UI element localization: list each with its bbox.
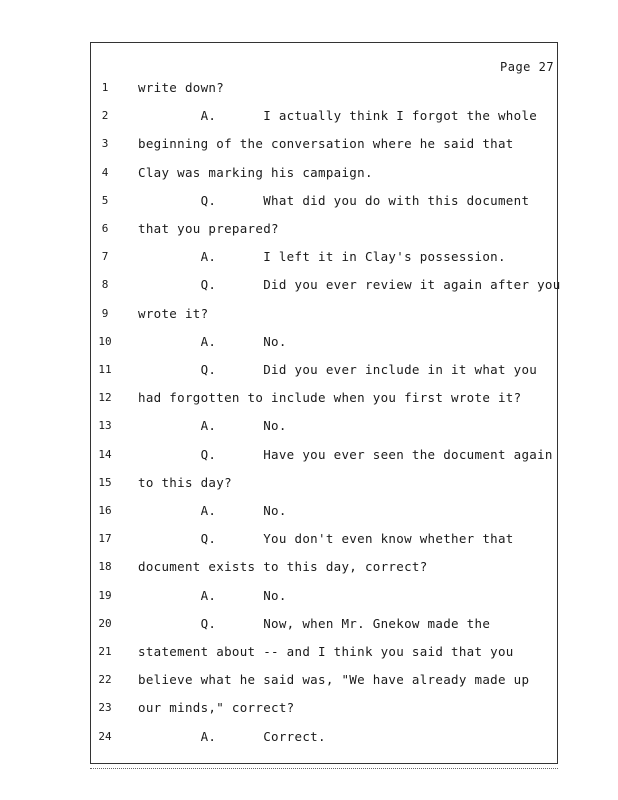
page-number: Page 27 — [500, 60, 555, 74]
transcript-line: A. No. — [138, 418, 287, 434]
transcript-line: write down? — [138, 80, 225, 95]
line-number: 7 — [101, 250, 109, 264]
line-number: 9 — [101, 306, 109, 320]
transcript-line: Q. Did you ever include in it what you — [138, 362, 538, 377]
transcript-line: Q. You don't even know whether that — [138, 531, 514, 547]
transcript-line: wrote it? — [138, 305, 209, 321]
line-number: 15 — [98, 475, 112, 489]
transcript-line: that you prepared? — [138, 221, 279, 236]
line-number: 6 — [101, 222, 109, 235]
line-number: 23 — [98, 701, 112, 715]
line-number: 5 — [101, 193, 109, 207]
line-number: 22 — [98, 673, 112, 687]
line-number: 14 — [98, 447, 112, 461]
transcript-line: Q. Have you ever seen the document again — [138, 446, 553, 462]
line-number: 10 — [98, 334, 112, 348]
transcript-line: believe what he said was, "We have already made up — [138, 672, 530, 688]
transcript-line: statement about -- and I think you said that you — [138, 644, 514, 659]
line-number: 24 — [98, 729, 112, 743]
line-number: 19 — [98, 588, 112, 602]
transcript-line: beginning of the conversation where he said that — [138, 136, 514, 152]
transcript-line: A. No. — [138, 503, 287, 518]
transcript-line: A. Correct. — [138, 728, 326, 744]
line-number: 13 — [98, 419, 112, 433]
line-number: 18 — [98, 560, 112, 574]
line-number: 4 — [101, 165, 109, 179]
transcript-line: had forgotten to include when you first wrote it? — [138, 390, 522, 406]
transcript-line: A. I left it in Clay's possession. — [138, 249, 506, 265]
line-number: 20 — [98, 616, 112, 630]
transcript-line: A. No. — [138, 587, 287, 603]
transcript-line: A. I actually think I forgot the whole — [138, 108, 538, 124]
transcript-line: A. No. — [138, 333, 287, 349]
transcript-line: Q. What did you do with this document — [138, 192, 530, 208]
transcript-line: our minds," correct? — [138, 700, 295, 716]
line-number: 1 — [101, 81, 109, 94]
line-number: 3 — [101, 137, 109, 151]
line-number: 11 — [98, 363, 112, 376]
line-number: 12 — [98, 391, 112, 405]
bottom-rule — [90, 768, 558, 769]
line-number: 8 — [101, 278, 109, 292]
line-number: 17 — [98, 532, 112, 546]
line-number: 21 — [98, 645, 112, 658]
line-number: 2 — [101, 109, 109, 123]
transcript-line: to this day? — [138, 474, 232, 490]
transcript-line: Clay was marking his campaign. — [138, 164, 373, 180]
line-number: 16 — [98, 504, 112, 517]
transcript-line: Q. Now, when Mr. Gnekow made the — [138, 615, 491, 631]
transcript-line: document exists to this day, correct? — [138, 559, 428, 575]
transcript-line: Q. Did you ever review it again after you — [138, 277, 561, 293]
